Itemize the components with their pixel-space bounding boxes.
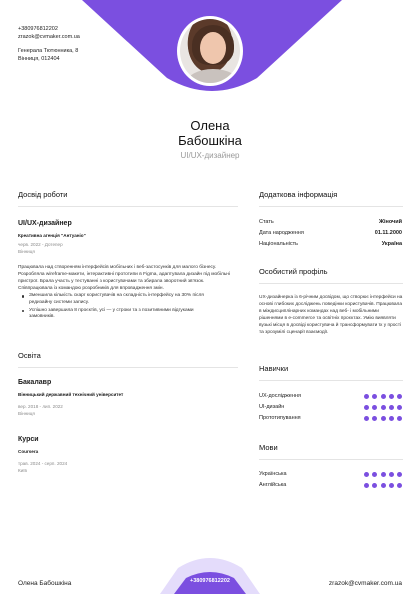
profile-photo — [177, 16, 243, 86]
contact-email: zrazok@cvmaker.com.ua — [18, 33, 80, 40]
level-dot — [397, 416, 402, 421]
language-level-dots — [364, 483, 402, 488]
name-last: Бабошкіна — [178, 133, 242, 148]
skills-divider — [259, 380, 403, 381]
level-dot — [397, 394, 402, 399]
additional-divider — [259, 206, 403, 207]
language-label: Українська — [259, 471, 287, 477]
skill-level-dots — [364, 405, 402, 410]
education-city: Київ — [18, 467, 27, 473]
education-meta — [18, 461, 67, 474]
education-dates: трав. 2024 - серп. 2024 — [18, 461, 68, 466]
level-dot — [372, 416, 377, 421]
level-dot — [381, 416, 386, 421]
profile-divider — [259, 283, 403, 284]
additional-heading: Додаткова інформація — [259, 190, 338, 199]
skill-level-dots — [364, 416, 402, 421]
level-dot — [372, 483, 377, 488]
job-title: UI/UX-дизайнер — [18, 220, 72, 227]
person-role: UI/UX-дизайнер — [180, 151, 240, 160]
info-value: Україна — [381, 241, 402, 247]
education-title: Курси — [18, 436, 39, 443]
education-meta — [18, 404, 63, 417]
info-row-birthdate — [259, 230, 402, 236]
level-dot — [364, 416, 369, 421]
name-first: Олена — [190, 118, 230, 133]
level-dot — [364, 394, 369, 399]
profile-text: UX-дизайнерка із 6-річним досвідом, що створює інтерфейси на основі глибоких досліджень поведінки користувачів. Працювала в міждисциплінарних командах над веб- і мобільними рішеннями в e-commerce та освітніх проєктах. Умію виявляти вузькі місця в досвіді користувача й трансформувати їх у прості та зрозумілі сценарії взаємодії. — [259, 295, 403, 335]
level-dot — [364, 405, 369, 410]
info-label: Дата народження — [259, 230, 304, 236]
person-name — [0, 118, 420, 148]
education-institution: Вінницький державний технічний університет — [18, 392, 124, 397]
level-dot — [364, 472, 369, 477]
info-row-nationality — [259, 241, 402, 247]
info-row-gender — [259, 219, 402, 225]
level-dot — [381, 394, 386, 399]
education-heading: Освіта — [18, 351, 41, 360]
language-row — [259, 482, 402, 488]
profile-heading: Особистий профіль — [259, 267, 328, 276]
languages-heading: Мови — [259, 443, 278, 452]
job-meta — [18, 242, 63, 255]
level-dot — [397, 405, 402, 410]
level-dot — [381, 483, 386, 488]
achievement-item: Зменшила кількість скарг користувачів на складність інтерфейсу на 30% після редизайну системи запису. — [22, 293, 212, 307]
education-divider — [18, 367, 238, 368]
level-dot — [389, 394, 394, 399]
level-dot — [389, 416, 394, 421]
level-dot — [372, 405, 377, 410]
level-dot — [389, 472, 394, 477]
education-city: Вінниця — [18, 410, 35, 416]
language-label: Англійська — [259, 482, 287, 488]
skill-row — [259, 415, 402, 421]
experience-divider — [18, 206, 238, 207]
contact-address-line1: Генерала Тютюнника, 8 — [18, 48, 79, 55]
footer-name: Олена Бабошкіна — [18, 580, 72, 587]
footer-accent-shape — [160, 556, 260, 594]
job-achievements — [22, 293, 212, 322]
level-dot — [397, 472, 402, 477]
job-city: Вінниця — [18, 248, 35, 254]
languages-divider — [259, 459, 403, 460]
level-dot — [381, 405, 386, 410]
achievement-item: Успішно завершила 8 проєктів, усі — у строки та з позитивними відгуками замовників. — [22, 308, 212, 322]
footer-email: zrazok@cvmaker.com.ua — [328, 580, 402, 587]
education-title: Бакалавр — [18, 379, 52, 386]
skill-row — [259, 404, 402, 410]
skill-label: UX-дослідження — [259, 393, 301, 399]
level-dot — [389, 405, 394, 410]
experience-heading: Досвід роботи — [18, 190, 68, 199]
job-description: Працювала над створенням інтерфейсів мобільних і веб-застосунків для малого бізнесу. Розробляла wireframe-макети, інтерактивні прототипи в Figma, адаптувала дизайн під мобільні пристрої. Брала участь у тестуванні з користувачами та збирала зворотний зв'язок. Співпрацювала із командою розробників для впровадження змін. — [18, 265, 231, 291]
footer-phone: +380976812202 — [190, 578, 230, 584]
info-label: Національність — [259, 241, 299, 247]
contact-address-line2: Вінниця, 012404 — [18, 55, 60, 62]
contact-block — [18, 26, 80, 63]
skill-row — [259, 393, 402, 399]
job-company: Креативна агенція "Антуаніо" — [18, 233, 86, 238]
info-value: 01.11.2000 — [374, 230, 402, 236]
language-level-dots — [364, 472, 402, 477]
skill-label: Прототипування — [259, 415, 301, 421]
education-dates: вер. 2018 - лип. 2022 — [18, 404, 63, 409]
level-dot — [372, 394, 377, 399]
info-value: Жіночий — [379, 219, 402, 225]
info-label: Стать — [259, 219, 274, 225]
level-dot — [372, 472, 377, 477]
education-institution: Coursera — [18, 449, 39, 454]
level-dot — [364, 483, 369, 488]
level-dot — [397, 483, 402, 488]
contact-phone: +380976812202 — [18, 26, 58, 32]
language-row — [259, 471, 402, 477]
skill-label: UI-дизайн — [259, 404, 285, 410]
job-dates: черв. 2022 - Дотепер — [18, 242, 63, 247]
skills-heading: Навички — [259, 364, 289, 373]
level-dot — [381, 472, 386, 477]
level-dot — [389, 483, 394, 488]
skill-level-dots — [364, 394, 402, 399]
